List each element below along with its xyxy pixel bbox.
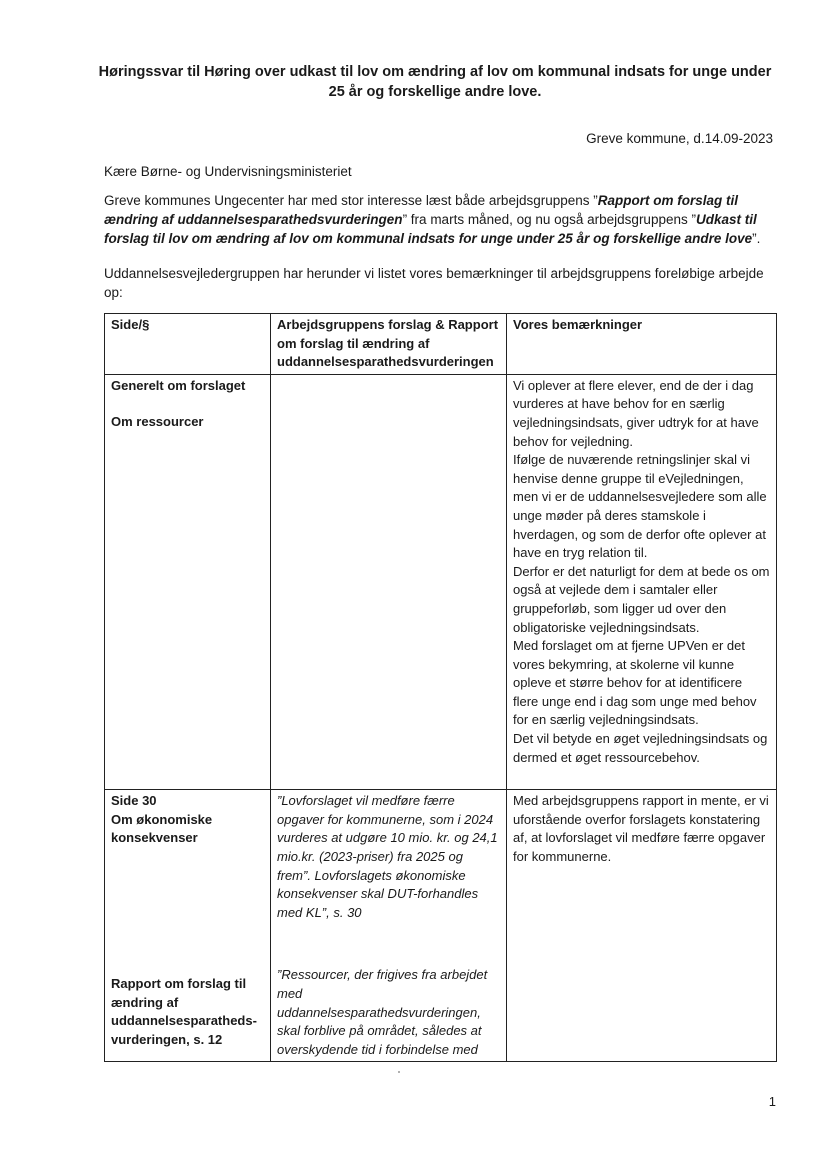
dateline: Greve kommune, d.14.09-2023 <box>586 131 773 146</box>
row2-remark-cell: Med arbejdsgruppens rapport in mente, er vi uforstående overfor forslagets konstatering af, at lovforslaget vil medføre færre opgaver for kommunerne. <box>507 790 777 1062</box>
greeting: Kære Børne- og Undervisningsministeriet <box>104 164 352 179</box>
intro-text-1: Greve kommunes Ungecenter har med stor interesse læst både arbejdsgruppens ” <box>104 193 598 208</box>
row2-quote-1: ”Lovforslaget vil medføre færre opgaver for kommunerne, som i 2024 vurderes at udgøre 10 mio. kr. og 24,1 mio.kr. (2023-priser) fra 2025 og frem”. Lovforslagets økonomiske konsekvenser skal DUT-forhandles med KL”, s. 30 <box>277 793 498 920</box>
header-remarks: Vores bemærkninger <box>507 314 777 375</box>
scan-speck <box>398 1071 400 1073</box>
row2-label-page: Side 30 <box>111 793 157 809</box>
intro-text-2: ” fra marts måned, og nu også arbejdsgruppens ” <box>402 212 696 227</box>
intro-report-title: Rapport om forslag til ændring af uddannelsesparathedsvurderingen <box>104 193 739 227</box>
title-line-1: Høringssvar til Høring over udkast til lov om ændring af lov om kommunal indsats for unge under <box>98 64 772 80</box>
row2-quote-2: ”Ressourcer, der frigives fra arbejdet med uddannelsesparathedsvurderingen, skal forblive på området, således at overskydende tid i forbindelse med <box>277 967 488 1057</box>
row2-label-report: Rapport om forslag til ændring af uddannelsesparatheds-vurderingen, s. 12 <box>111 976 257 1047</box>
row1-proposal-cell <box>271 374 507 789</box>
header-proposal: Arbejdsgruppens forslag & Rapport om forslag til ændring af uddannelsesparathedsvurderingen <box>271 314 507 375</box>
remarks-table <box>104 313 777 1062</box>
document-title <box>80 62 790 102</box>
header-side: Side/§ <box>105 314 271 375</box>
row2-label-economy: Om økonomiske konsekvenser <box>111 811 213 846</box>
page-number: 1 <box>768 1094 776 1109</box>
row1-label-general: Generelt om forslaget <box>111 377 246 393</box>
row1-remark-cell: Vi oplever at flere elever, end de der i dag vurderes at have behov for en særlig vejledningsindsats, giver udtryk for at have behov for vejledning. Ifølge de nuværende retningslinjer skal vi henvise denne gruppe til eVejledningen, men vi er de uddannelsesvejledere som alle unge møder på deres stamskole i hverdagen, og som de derfor ofte oplever at have en tryg relation til. Derfor er det naturligt for dem at bede os om også at vejlede dem i samtaler eller gruppeforløb, som ligger ud over den obligatoriske vejledningsindsats. Med forslaget om at fjerne UPVen er det vores bekymring, at skolerne vil kunne opleve et større behov for at identificere flere unge end i dag som unge med behov for en særlig vejledningsindsats. Det vil betyde en øget vejledningsindsats og dermed et øget ressourcebehov. <box>507 374 777 789</box>
row2-proposal-cell <box>271 790 507 1062</box>
table-header-row <box>105 314 777 375</box>
intro-draft-title: Udkast til forslag til lov om ændring af lov om kommunal indsats for unge under 25 år og forskellige andre love <box>104 212 757 246</box>
lead-paragraph: Uddannelsesvejledergruppen har herunder vi listet vores bemærkninger til arbejdsgruppens foreløbige arbejde op: <box>104 266 764 300</box>
table-row <box>105 790 777 1062</box>
intro-paragraph <box>104 191 784 248</box>
title-line-2: 25 år og forskellige andre love. <box>328 84 542 100</box>
row1-side-cell <box>105 374 271 789</box>
intro-text-3: ”. <box>752 231 761 246</box>
row1-label-resources: Om ressourcer <box>111 414 204 430</box>
row2-side-cell <box>105 790 271 1062</box>
table-row <box>105 374 777 789</box>
